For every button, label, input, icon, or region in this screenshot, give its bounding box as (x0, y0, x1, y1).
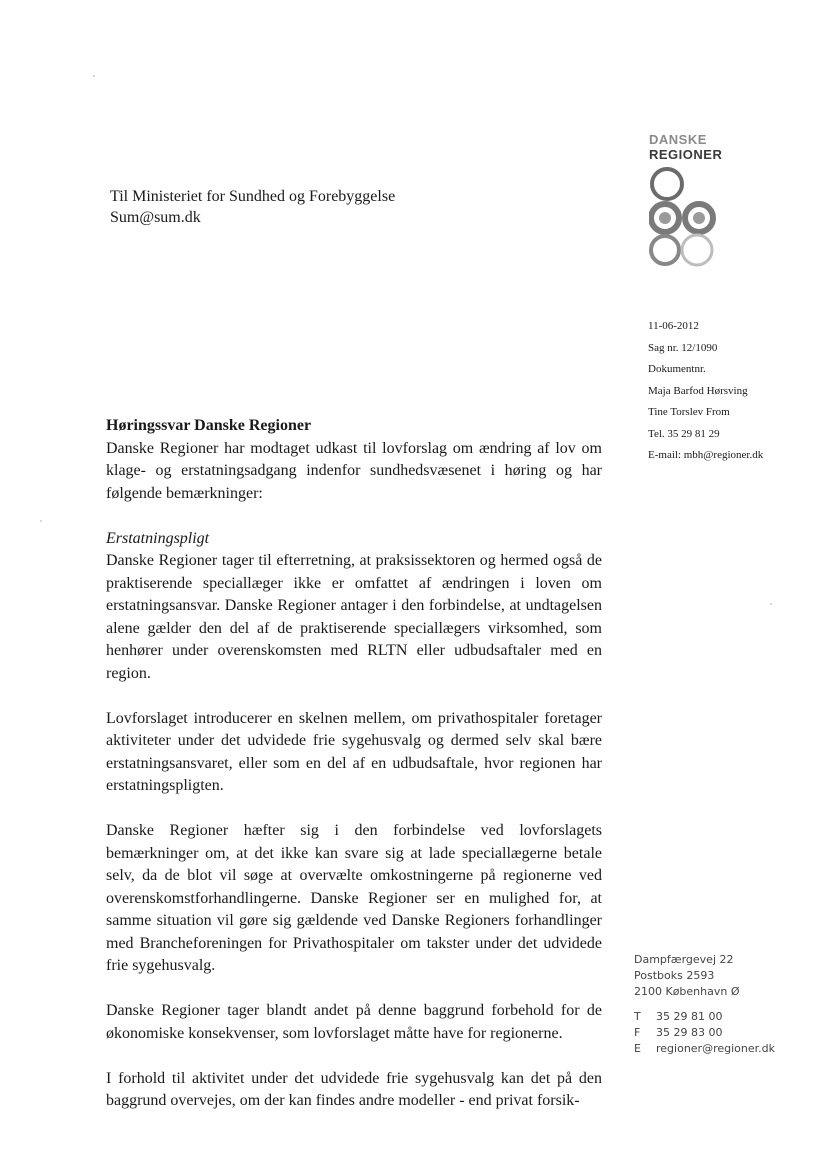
contact-phone (634, 1009, 775, 1025)
paragraph-2: Lovforslaget introducerer en skelnen mellem, om privathospitaler foretager aktiviteter under det udvidede frie sygehusvalg og dermed selv skal bære erstatningsansvaret, eller som en del af en udbudsaftale, hvor regionen har erstatningspligten. (106, 709, 602, 794)
intro-paragraph: Danske Regioner har modtaget udkast til lovforslag om ændring af lov om klage- og erstatningsadgang indenfor sundhedsvæsenet i høring og har følgende bemærkninger: (106, 439, 602, 502)
paragraph-4: Danske Regioner tager blandt andet på denne baggrund forbehold for de økonomiske konsekvenser, som lovforslaget måtte have for regionerne. (106, 1002, 602, 1042)
letter-body (106, 415, 602, 1135)
meta-case-number: Sag nr. 12/1090 (648, 341, 718, 354)
meta-contact-person-2: Tine Torslev From (648, 406, 730, 418)
address-box: Postboks 2593 (634, 969, 715, 982)
logo-line-regioner: REGIONER (649, 147, 723, 162)
fax-label: F (634, 1026, 641, 1039)
contact-email (634, 1041, 775, 1057)
danske-regioner-logo (649, 132, 739, 162)
phone-value: 35 29 81 00 (656, 1010, 723, 1023)
addressee-email: Sum@sum.dk (110, 209, 201, 226)
letter-meta (648, 316, 763, 467)
paragraph-3: Danske Regioner hæfter sig i den forbindelse ved lovforslagets bemærkninger om, at det ikke kan svare sig at lade speciallægerne betale selv, da de blot vil søge at overvælte omkostningerne på regionerne ved overenskomstforhandlingerne. Danske Regioner ser en mulighed for, at samme situation vil gøre sig gældende ved Danske Regioners forhandlinger med Brancheforeningen for Privathospitaler om takster under det udvidede frie sygehusvalg. (106, 822, 602, 974)
scan-speck (40, 520, 42, 522)
letter-heading: Høringssvar Danske Regioner (106, 417, 312, 434)
phone-label: T (634, 1010, 641, 1023)
contact-fax (634, 1025, 775, 1041)
logo-circles-icon (649, 166, 721, 270)
contact-lines (634, 1009, 775, 1057)
scan-speck (93, 75, 95, 77)
address-city: 2100 København Ø (634, 985, 740, 998)
section-subheading: Erstatningspligt (106, 529, 210, 547)
address-street: Dampfærgevej 22 (634, 953, 734, 966)
email-value: regioner@regioner.dk (656, 1042, 775, 1055)
sender-address-footer (634, 952, 775, 1057)
paragraph-5: I forhold til aktivitet under det udvidede frie sygehusvalg kan det på den baggrund overvejes, om der kan findes andre modeller - end privat forsik- (106, 1069, 602, 1109)
paragraph-1: Danske Regioner tager til efterretning, at praksissektoren og hermed også de praktiserende speciallæger ikke er omfattet af ændringen i loven om erstatningsansvar. Danske Regioner antager i den forbindelse, at undtagelsen alene gælder den del af de praktiserende speciallægers virksomhed, som henhører under overenskomsten med RLTN eller udbudsaftaler med en region. (106, 552, 602, 682)
email-label: E (634, 1042, 641, 1055)
scan-speck (770, 603, 772, 605)
addressee-block (110, 186, 395, 228)
logo-line-danske: DANSKE (649, 132, 707, 147)
addressee-name: Til Ministeriet for Sundhed og Forebyggelse (110, 188, 396, 205)
postal-address (634, 952, 775, 1000)
logo-wordmark (649, 132, 739, 162)
meta-contact-person-1: Maja Barfod Hørsving (648, 384, 748, 397)
meta-document-number: Dokumentnr. (648, 363, 706, 375)
fax-value: 35 29 83 00 (656, 1026, 723, 1039)
meta-date: 11-06-2012 (648, 320, 699, 332)
meta-phone: Tel. 35 29 81 29 (648, 427, 720, 440)
meta-email: E-mail: mbh@regioner.dk (648, 449, 764, 461)
